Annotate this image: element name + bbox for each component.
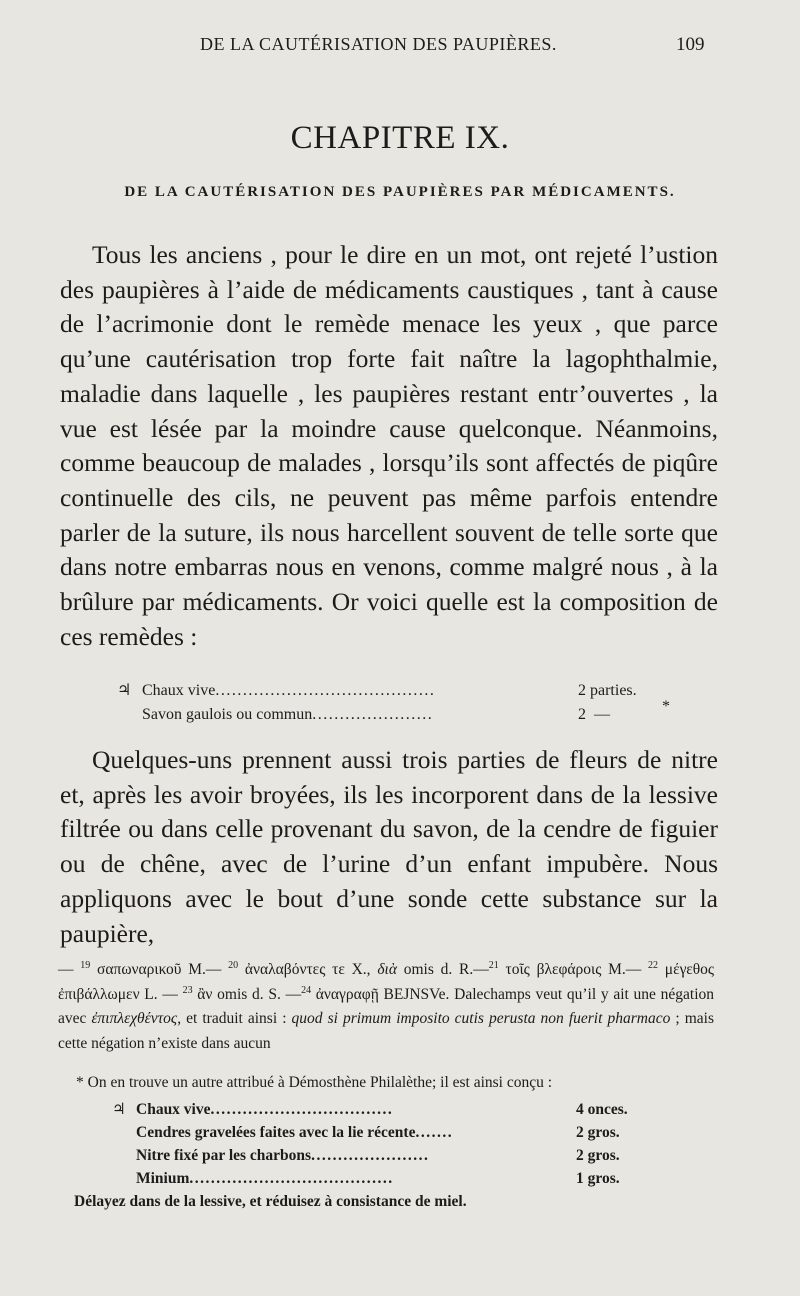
note-number: 21: [488, 959, 499, 971]
footnote-recipe-item-name: Minium: [136, 1170, 190, 1187]
footnote-closing: Délayez dans de la lessive, et réduisez à consistance de miel.: [74, 1193, 467, 1210]
recipe-item-leader: ........................................: [215, 682, 436, 699]
footnote-recipe-item-leader: ......................: [311, 1147, 430, 1164]
note-number: 19: [80, 959, 91, 971]
note-number: 23: [182, 984, 193, 996]
note-text: σαπωναρικοῦ M.—: [90, 961, 229, 978]
footnote-intro: * On en trouve un autre attribué à Démosthène Philalèthe; il est ainsi conçu :: [76, 1074, 553, 1091]
paragraph-1: Tous les anciens , pour le dire en un mot, ont rejeté l’ustion des paupières à l’aide de médicaments caustiques , tant à cause de l’acrimonie dont le remède menace les yeux , que parce qu’une cautérisation trop forte fait naître la lagophthalmie, maladie dans laquelle , les paupières restant entr’ouvertes , la vue est lésée par la moindre cause quelconque. Néanmoins, comme beaucoup de malades , lorsqu’ils sont affectés de piqûre continuelle des cils, ne peuvent pas même parfois entendre parler de la suture, ils nous harcellent souvent de telle sorte que dans notre embarras nous en venons, comme malgré nous , à la brûlure par médicaments. Or voici quelle est la composition de ces remèdes :: [60, 240, 718, 651]
recipe-item-qty: 2 parties.: [578, 682, 637, 699]
note-text: τοῖς βλεφάροις M.—: [498, 961, 649, 978]
note-text: ; mais cette négation n’existe dans aucun: [58, 1010, 714, 1052]
footnote-recipe-item-leader: .......: [415, 1124, 454, 1141]
footnote-recipe-item-name: Chaux vive: [136, 1101, 211, 1118]
recipe-item: [142, 680, 435, 701]
recipe-item-name: Savon gaulois ou commun: [142, 706, 313, 723]
running-title: DE LA CAUTÉRISATION DES PAUPIÈRES.: [200, 34, 557, 54]
recipe-block: [0, 680, 800, 726]
footnote-recipe-item-leader: ......................................: [189, 1170, 394, 1187]
footnote-recipe-item-qty: 1 gros.: [576, 1170, 620, 1187]
note-text: —: [58, 961, 81, 978]
note-text: omis d. R.—: [396, 961, 489, 978]
note-number: 20: [228, 959, 239, 971]
variant-notes: [58, 958, 714, 1056]
recipe-symbol: ♃: [117, 682, 132, 699]
recipe-item-leader: ......................: [312, 706, 434, 723]
paragraph-2: Quelques-uns prennent aussi trois parties de fleurs de nitre et, après les avoir broyées, ils les incorporent dans de la lessive filtrée ou dans celle provenant du savon, de la cendre de figuier ou de chêne, avec de l’urine d’un enfant impubère. Nous appliquons avec le bout d’une sonde cette substance sur la paupière,: [60, 745, 718, 948]
footnote-recipe-item-qty: 2 gros.: [576, 1147, 620, 1164]
footnote-recipe-item-leader: ..................................: [210, 1101, 394, 1118]
footnote-recipe-item-name: Cendres gravelées faites avec la lie récente: [136, 1124, 416, 1141]
note-text: ἀναγραφῇ BEJNSVe. Dalechamps veut qu’il y ait une négation avec: [58, 985, 714, 1027]
note-italic: quod si primum imposito cutis perusta non fuerit pharmaco: [291, 1010, 671, 1027]
footnote-recipe-item-qty: 2 gros.: [576, 1124, 620, 1141]
note-number: 22: [648, 959, 659, 971]
note-text: ἂν omis d. S. —: [192, 985, 302, 1003]
page-number: 109: [676, 34, 705, 55]
note-text: , et traduit ainsi :: [177, 1010, 292, 1027]
note-text: μέγεθος ἐπιβάλλωμεν L. —: [58, 961, 715, 1003]
footnote-recipe-item-qty: 4 onces.: [576, 1101, 628, 1118]
section-title: DE LA CAUTÉRISATION DES PAUPIÈRES PAR MÉDICAMENTS.: [124, 184, 676, 200]
footnote-recipe-symbol: ♃: [112, 1101, 126, 1118]
recipe-item-qty: 2 —: [578, 706, 610, 723]
note-number: 24: [301, 984, 312, 996]
note-italic: ἐπιπλεχθέντος: [91, 1010, 178, 1027]
footnote-marker: *: [662, 698, 670, 715]
chapter-title: CHAPITRE IX.: [290, 120, 510, 156]
note-italic: διὰ: [377, 961, 397, 978]
recipe-item-name: Chaux vive: [142, 682, 216, 699]
footnote-recipe-item-name: Nitre fixé par les charbons: [136, 1147, 312, 1164]
footnote: [58, 1070, 722, 1210]
recipe-item: [142, 704, 433, 725]
note-text: ἀναλαβόντες τε X.,: [238, 961, 378, 978]
